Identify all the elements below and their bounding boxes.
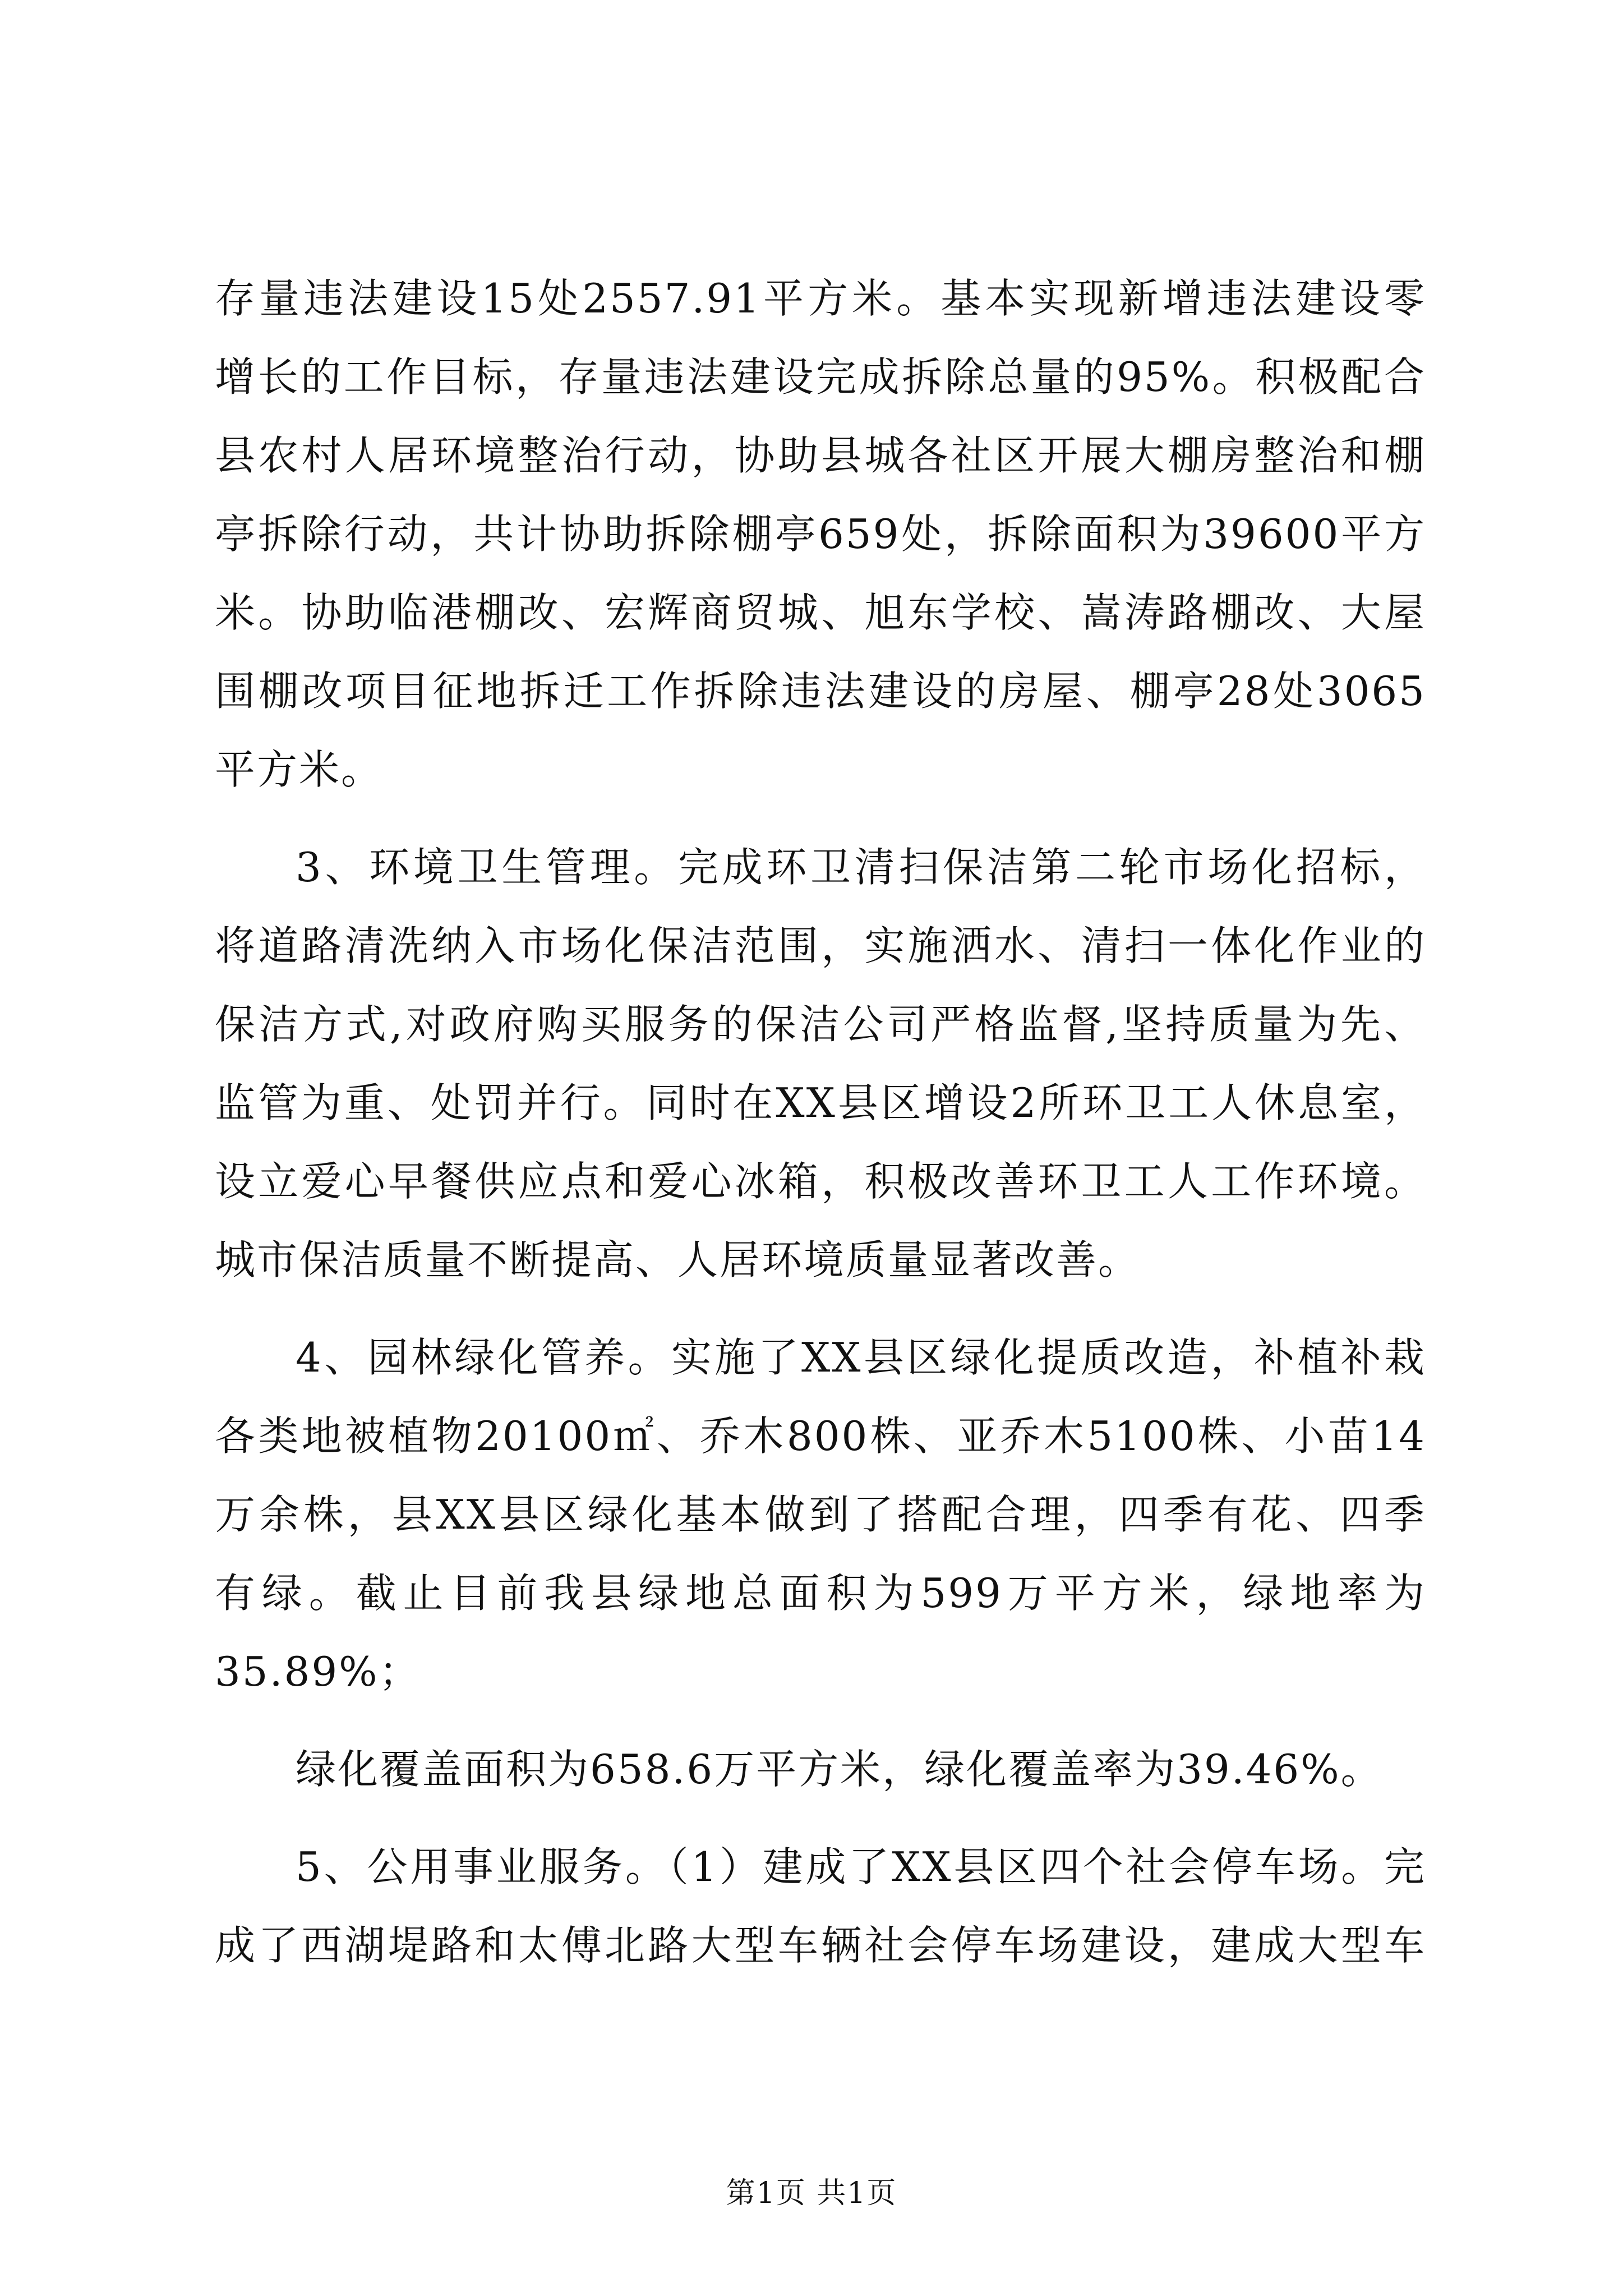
- document-body: [215, 259, 1426, 1985]
- paragraph-start-line: 3、环境卫生管理。完成环卫清扫保洁第二轮市场化招标，: [296, 844, 1426, 891]
- text-line: 有绿。截止目前我县绿地总面积为599万平方米，绿地率为: [215, 1570, 1426, 1617]
- text-line: 将道路清洗纳入市场化保洁范围，实施洒水、清扫一体化作业的: [215, 922, 1426, 969]
- text-line: 县农村人居环境整治行动，协助县城各社区开展大棚房整治和棚: [215, 432, 1426, 479]
- text-line: 城市保洁质量不断提高、人居环境质量显著改善。: [215, 1236, 1141, 1283]
- text-line: 35.89%；: [215, 1648, 421, 1695]
- text-line: 亭拆除行动，共计协助拆除棚亭659处，拆除面积为39600平方: [215, 510, 1426, 558]
- text-line: 各类地被植物20100㎡、乔木800株、亚乔木5100株、小苗14: [215, 1412, 1426, 1460]
- page-footer: 第1页 共1页: [726, 2177, 897, 2210]
- text-line: 增长的工作目标，存量违法建设完成拆除总量的95%。积极配合: [215, 353, 1426, 401]
- text-line: 成了西湖堤路和太傅北路大型车辆社会停车场建设，建成大型车: [215, 1922, 1426, 1969]
- paragraph-start-line: 5、公用事业服务。（1）建成了XX县区四个社会停车场。完: [296, 1843, 1426, 1890]
- text-line: 存量违法建设15处2557.91平方米。基本实现新增违法建设零: [215, 275, 1426, 322]
- paragraph-start-line: 4、园林绿化管养。实施了XX县区绿化提质改造，补植补栽: [296, 1334, 1426, 1381]
- text-line: 米。协助临港棚改、宏辉商贸城、旭东学校、嵩涛路棚改、大屋: [215, 589, 1426, 636]
- paragraph-start-line: 绿化覆盖面积为658.6万平方米，绿化覆盖率为39.46%。: [296, 1746, 1383, 1793]
- text-line: 平方米。: [215, 746, 384, 793]
- text-line: 设立爱心早餐供应点和爱心冰箱，积极改善环卫工人工作环境。: [215, 1158, 1426, 1205]
- text-line: 万余株，县XX县区绿化基本做到了搭配合理，四季有花、四季: [215, 1491, 1426, 1538]
- text-line: 监管为重、处罚并行。同时在XX县区增设2所环卫工人休息室，: [215, 1079, 1426, 1126]
- text-line: 保洁方式,对政府购买服务的保洁公司严格监督,坚持质量为先、: [215, 1001, 1426, 1048]
- text-line: 围棚改项目征地拆迁工作拆除违法建设的房屋、棚亭28处3065: [215, 668, 1426, 715]
